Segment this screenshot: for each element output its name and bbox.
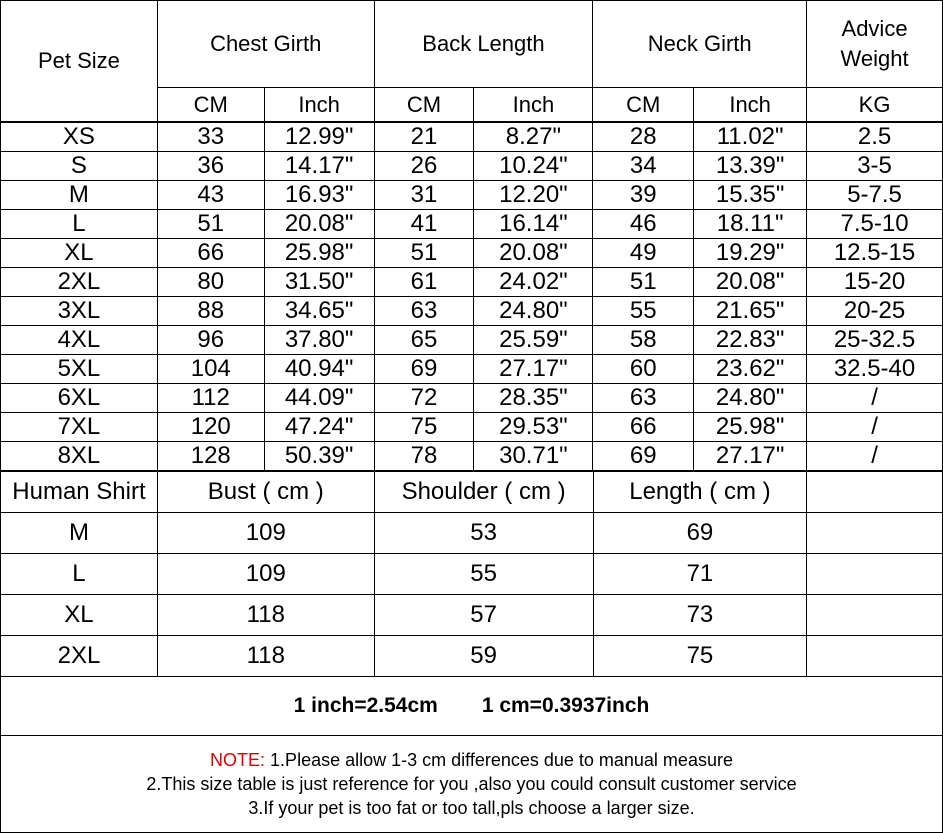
table-cell: 72 — [374, 384, 474, 413]
table-cell: 23.62" — [694, 355, 807, 384]
table-cell: 20.08" — [474, 239, 593, 268]
table-cell: 12.99" — [264, 122, 374, 152]
table-cell — [807, 554, 943, 595]
table-cell: 27.17" — [694, 442, 807, 471]
table-cell — [807, 513, 943, 554]
table-cell: 24.80" — [474, 297, 593, 326]
table-cell: 69 — [374, 355, 474, 384]
table-row — [1, 239, 943, 268]
table-cell: 16.14" — [474, 210, 593, 239]
table-row — [1, 636, 943, 677]
table-cell: 21.65" — [694, 297, 807, 326]
human-header-cell: Bust ( cm ) — [157, 472, 374, 513]
table-cell: 12.5-15 — [807, 239, 943, 268]
table-cell: 51 — [157, 210, 264, 239]
table-cell: 118 — [157, 636, 374, 677]
table-cell: 59 — [374, 636, 593, 677]
table-cell: 51 — [374, 239, 474, 268]
table-cell: 63 — [593, 384, 694, 413]
table-cell: 5-7.5 — [807, 181, 943, 210]
table-cell: 2XL — [1, 268, 158, 297]
table-cell: 60 — [593, 355, 694, 384]
subheader-weight-kg: KG — [807, 88, 943, 123]
table-row — [1, 384, 943, 413]
table-cell: 65 — [374, 326, 474, 355]
table-cell: 53 — [374, 513, 593, 554]
table-cell: 69 — [593, 442, 694, 471]
human-shirt-table — [0, 471, 943, 677]
table-cell: 55 — [374, 554, 593, 595]
human-header-cell: Length ( cm ) — [593, 472, 807, 513]
table-cell: 33 — [157, 122, 264, 152]
table-cell: 63 — [374, 297, 474, 326]
table-cell: S — [1, 152, 158, 181]
table-row — [1, 210, 943, 239]
human-header-row — [1, 472, 943, 513]
subheader-neck-inch: Inch — [694, 88, 807, 123]
table-row — [1, 513, 943, 554]
subheader-chest-inch: Inch — [264, 88, 374, 123]
table-row — [1, 595, 943, 636]
note-line-3: 3.If your pet is too fat or too tall,pls choose a larger size. — [248, 798, 695, 818]
note-line-2: 2.This size table is just reference for you ,also you could consult customer service — [146, 774, 797, 794]
table-cell: 18.11" — [694, 210, 807, 239]
table-cell: 61 — [374, 268, 474, 297]
table-row — [1, 326, 943, 355]
human-shirt-rows — [1, 513, 943, 677]
subheader-back-cm: CM — [374, 88, 474, 123]
table-cell: / — [807, 413, 943, 442]
table-cell: 120 — [157, 413, 264, 442]
table-cell: 8XL — [1, 442, 158, 471]
table-cell: 14.17" — [264, 152, 374, 181]
table-cell: 46 — [593, 210, 694, 239]
table-cell: 7.5-10 — [807, 210, 943, 239]
table-cell: 47.24" — [264, 413, 374, 442]
table-cell: 19.29" — [694, 239, 807, 268]
table-cell: 25.59" — [474, 326, 593, 355]
table-cell: 20.08" — [264, 210, 374, 239]
human-header-cell: Human Shirt — [1, 472, 158, 513]
table-cell: 128 — [157, 442, 264, 471]
table-row — [1, 355, 943, 384]
table-cell: 75 — [593, 636, 807, 677]
table-cell: 118 — [157, 595, 374, 636]
table-cell: 25.98" — [264, 239, 374, 268]
table-cell: 10.24" — [474, 152, 593, 181]
table-cell: 55 — [593, 297, 694, 326]
header-chest-girth: Chest Girth — [157, 1, 374, 88]
human-header-cell — [807, 472, 943, 513]
table-cell: L — [1, 210, 158, 239]
table-cell: 16.93" — [264, 181, 374, 210]
table-cell: XS — [1, 122, 158, 152]
table-cell: 41 — [374, 210, 474, 239]
table-cell: 15.35" — [694, 181, 807, 210]
table-cell: 24.02" — [474, 268, 593, 297]
table-cell: 2.5 — [807, 122, 943, 152]
unit-conversion — [0, 676, 943, 736]
table-cell: 20.08" — [694, 268, 807, 297]
table-row — [1, 268, 943, 297]
table-cell: 6XL — [1, 384, 158, 413]
table-cell: 109 — [157, 513, 374, 554]
table-cell: 44.09" — [264, 384, 374, 413]
table-cell: 36 — [157, 152, 264, 181]
table-cell: 27.17" — [474, 355, 593, 384]
table-cell: 2XL — [1, 636, 158, 677]
table-cell: XL — [1, 595, 158, 636]
table-cell: 15-20 — [807, 268, 943, 297]
table-cell — [807, 595, 943, 636]
table-cell: 69 — [593, 513, 807, 554]
table-cell: 34.65" — [264, 297, 374, 326]
table-row — [1, 554, 943, 595]
table-cell: 34 — [593, 152, 694, 181]
table-cell: 4XL — [1, 326, 158, 355]
header-neck-girth: Neck Girth — [593, 1, 807, 88]
table-cell: 24.80" — [694, 384, 807, 413]
table-cell: 11.02" — [694, 122, 807, 152]
table-cell: 13.39" — [694, 152, 807, 181]
table-cell: 80 — [157, 268, 264, 297]
table-cell: 51 — [593, 268, 694, 297]
table-cell: / — [807, 442, 943, 471]
table-cell: 39 — [593, 181, 694, 210]
table-row — [1, 122, 943, 152]
table-cell: 20-25 — [807, 297, 943, 326]
table-cell: 30.71" — [474, 442, 593, 471]
table-cell: 75 — [374, 413, 474, 442]
table-cell: 43 — [157, 181, 264, 210]
table-cell: 109 — [157, 554, 374, 595]
table-cell: 22.83" — [694, 326, 807, 355]
subheader-chest-cm: CM — [157, 88, 264, 123]
table-cell: 5XL — [1, 355, 158, 384]
table-cell: 31.50" — [264, 268, 374, 297]
table-cell: 66 — [157, 239, 264, 268]
table-cell: 31 — [374, 181, 474, 210]
table-cell: XL — [1, 239, 158, 268]
header-back-length: Back Length — [374, 1, 593, 88]
table-cell — [807, 636, 943, 677]
table-cell: 96 — [157, 326, 264, 355]
table-cell: 37.80" — [264, 326, 374, 355]
table-row — [1, 181, 943, 210]
notes-section — [0, 736, 943, 833]
table-cell: 25-32.5 — [807, 326, 943, 355]
table-cell: 78 — [374, 442, 474, 471]
cm-to-inch: 1 cm=0.3937inch — [481, 694, 650, 717]
table-cell: 104 — [157, 355, 264, 384]
header-advice-weight: Advice Weight — [807, 1, 943, 88]
inch-to-cm: 1 inch=2.54cm — [293, 694, 438, 717]
table-cell: 32.5-40 — [807, 355, 943, 384]
table-cell: 8.27" — [474, 122, 593, 152]
subheader-neck-cm: CM — [593, 88, 694, 123]
table-cell: 21 — [374, 122, 474, 152]
table-cell: M — [1, 513, 158, 554]
pet-size-rows — [1, 122, 943, 471]
table-cell: 28.35" — [474, 384, 593, 413]
table-cell: 71 — [593, 554, 807, 595]
table-cell: M — [1, 181, 158, 210]
table-cell: 58 — [593, 326, 694, 355]
table-row — [1, 442, 943, 471]
table-row — [1, 297, 943, 326]
table-cell: 66 — [593, 413, 694, 442]
table-cell: 12.20" — [474, 181, 593, 210]
table-row — [1, 413, 943, 442]
table-cell: 29.53" — [474, 413, 593, 442]
table-cell: 7XL — [1, 413, 158, 442]
table-cell: L — [1, 554, 158, 595]
note-label: NOTE: — [210, 750, 266, 770]
table-cell: 57 — [374, 595, 593, 636]
table-cell: / — [807, 384, 943, 413]
table-cell: 3XL — [1, 297, 158, 326]
human-header-cell: Shoulder ( cm ) — [374, 472, 593, 513]
table-cell: 112 — [157, 384, 264, 413]
table-cell: 73 — [593, 595, 807, 636]
table-cell: 50.39" — [264, 442, 374, 471]
table-cell: 49 — [593, 239, 694, 268]
table-cell: 28 — [593, 122, 694, 152]
subheader-back-inch: Inch — [474, 88, 593, 123]
table-cell: 26 — [374, 152, 474, 181]
table-cell: 88 — [157, 297, 264, 326]
table-cell: 40.94" — [264, 355, 374, 384]
note-line-1: NOTE: 1.Please allow 1-3 cm differences due to manual measure — [210, 750, 733, 770]
table-cell: 25.98" — [694, 413, 807, 442]
table-row — [1, 152, 943, 181]
table-cell: 3-5 — [807, 152, 943, 181]
header-pet-size: Pet Size — [1, 1, 158, 123]
